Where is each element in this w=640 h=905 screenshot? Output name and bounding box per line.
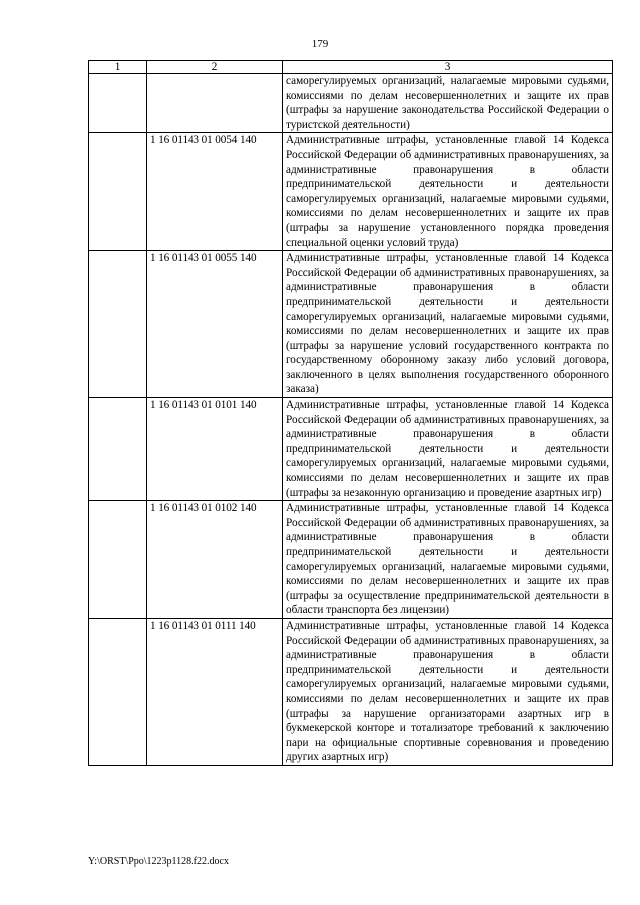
- table-row: [89, 74, 613, 133]
- description-cell: Административные штрафы, установленные главой 14 Кодекса Российской Федерации об административных правонарушениях, за административные правонарушения в области предпринимательской деятельности и деятельности саморегулируемых организаций, налагаемые мировыми судьями, комиссиями по делам несовершеннолетних и защите их прав (штрафы за осуществление предпринимательской деятельности в области транспорта без лицензии): [283, 501, 613, 619]
- row-number-cell: [89, 133, 147, 251]
- description-cell: Административные штрафы, установленные главой 14 Кодекса Российской Федерации об административных правонарушениях, за административные правонарушения в области предпринимательской деятельности и деятельности саморегулируемых организаций, налагаемые мировыми судьями, комиссиями по делам несовершеннолетних и защите их прав (штрафы за незаконную организацию и проведение азартных игр): [283, 398, 613, 501]
- row-number-cell: [89, 501, 147, 619]
- row-number-cell: [89, 398, 147, 501]
- budget-code-cell: 1 16 01143 01 0111 140: [147, 618, 283, 765]
- footer-file-path: Y:\ORST\Ppo\1223p1128.f22.docx: [88, 856, 229, 867]
- row-number-cell: [89, 251, 147, 398]
- table-row: [89, 398, 613, 501]
- description-cell: Административные штрафы, установленные главой 14 Кодекса Российской Федерации об административных правонарушениях, за административные правонарушения в области предпринимательской деятельности и деятельности саморегулируемых организаций, налагаемые мировыми судьями, комиссиями по делам несовершеннолетних и защите их прав (штрафы за нарушение условий государственного контракта по государственному оборонному заказу либо условий договора, заключенного в целях выполнения государственного оборонного заказа): [283, 251, 613, 398]
- row-number-cell: [89, 618, 147, 765]
- table-header-row: [89, 61, 613, 74]
- description-cell: Административные штрафы, установленные главой 14 Кодекса Российской Федерации об административных правонарушениях, за административные правонарушения в области предпринимательской деятельности и деятельности саморегулируемых организаций, налагаемые мировыми судьями, комиссиями по делам несовершеннолетних и защите их прав (штрафы за нарушение установленного порядка проведения специальной оценки условий труда): [283, 133, 613, 251]
- column-header-1: 1: [89, 61, 147, 74]
- table-row: [89, 501, 613, 619]
- row-number-cell: [89, 74, 147, 133]
- budget-code-cell: 1 16 01143 01 0102 140: [147, 501, 283, 619]
- table-row: [89, 133, 613, 251]
- column-header-2: 2: [147, 61, 283, 74]
- table-row: [89, 618, 613, 765]
- description-cell: саморегулируемых организаций, налагаемые мировыми судьями, комиссиями по делам несовершеннолетних и защите их прав (штрафы за нарушение законодательства Российской Федерации о туристской деятельности): [283, 74, 613, 133]
- budget-code-cell: 1 16 01143 01 0055 140: [147, 251, 283, 398]
- table-row: [89, 251, 613, 398]
- budget-code-cell: [147, 74, 283, 133]
- budget-code-cell: 1 16 01143 01 0054 140: [147, 133, 283, 251]
- budget-code-cell: 1 16 01143 01 0101 140: [147, 398, 283, 501]
- column-header-3: 3: [283, 61, 613, 74]
- page-number: 179: [311, 38, 329, 50]
- description-cell: Административные штрафы, установленные главой 14 Кодекса Российской Федерации об административных правонарушениях, за административные правонарушения в области предпринимательской деятельности и деятельности саморегулируемых организаций, налагаемые мировыми судьями, комиссиями по делам несовершеннолетних и защите их прав (штрафы за нарушение организаторами азартных игр в букмекерской конторе и тотализаторе требований к заключению пари на официальные спортивные соревнования и проведению других азартных игр): [283, 618, 613, 765]
- document-table: [88, 60, 613, 766]
